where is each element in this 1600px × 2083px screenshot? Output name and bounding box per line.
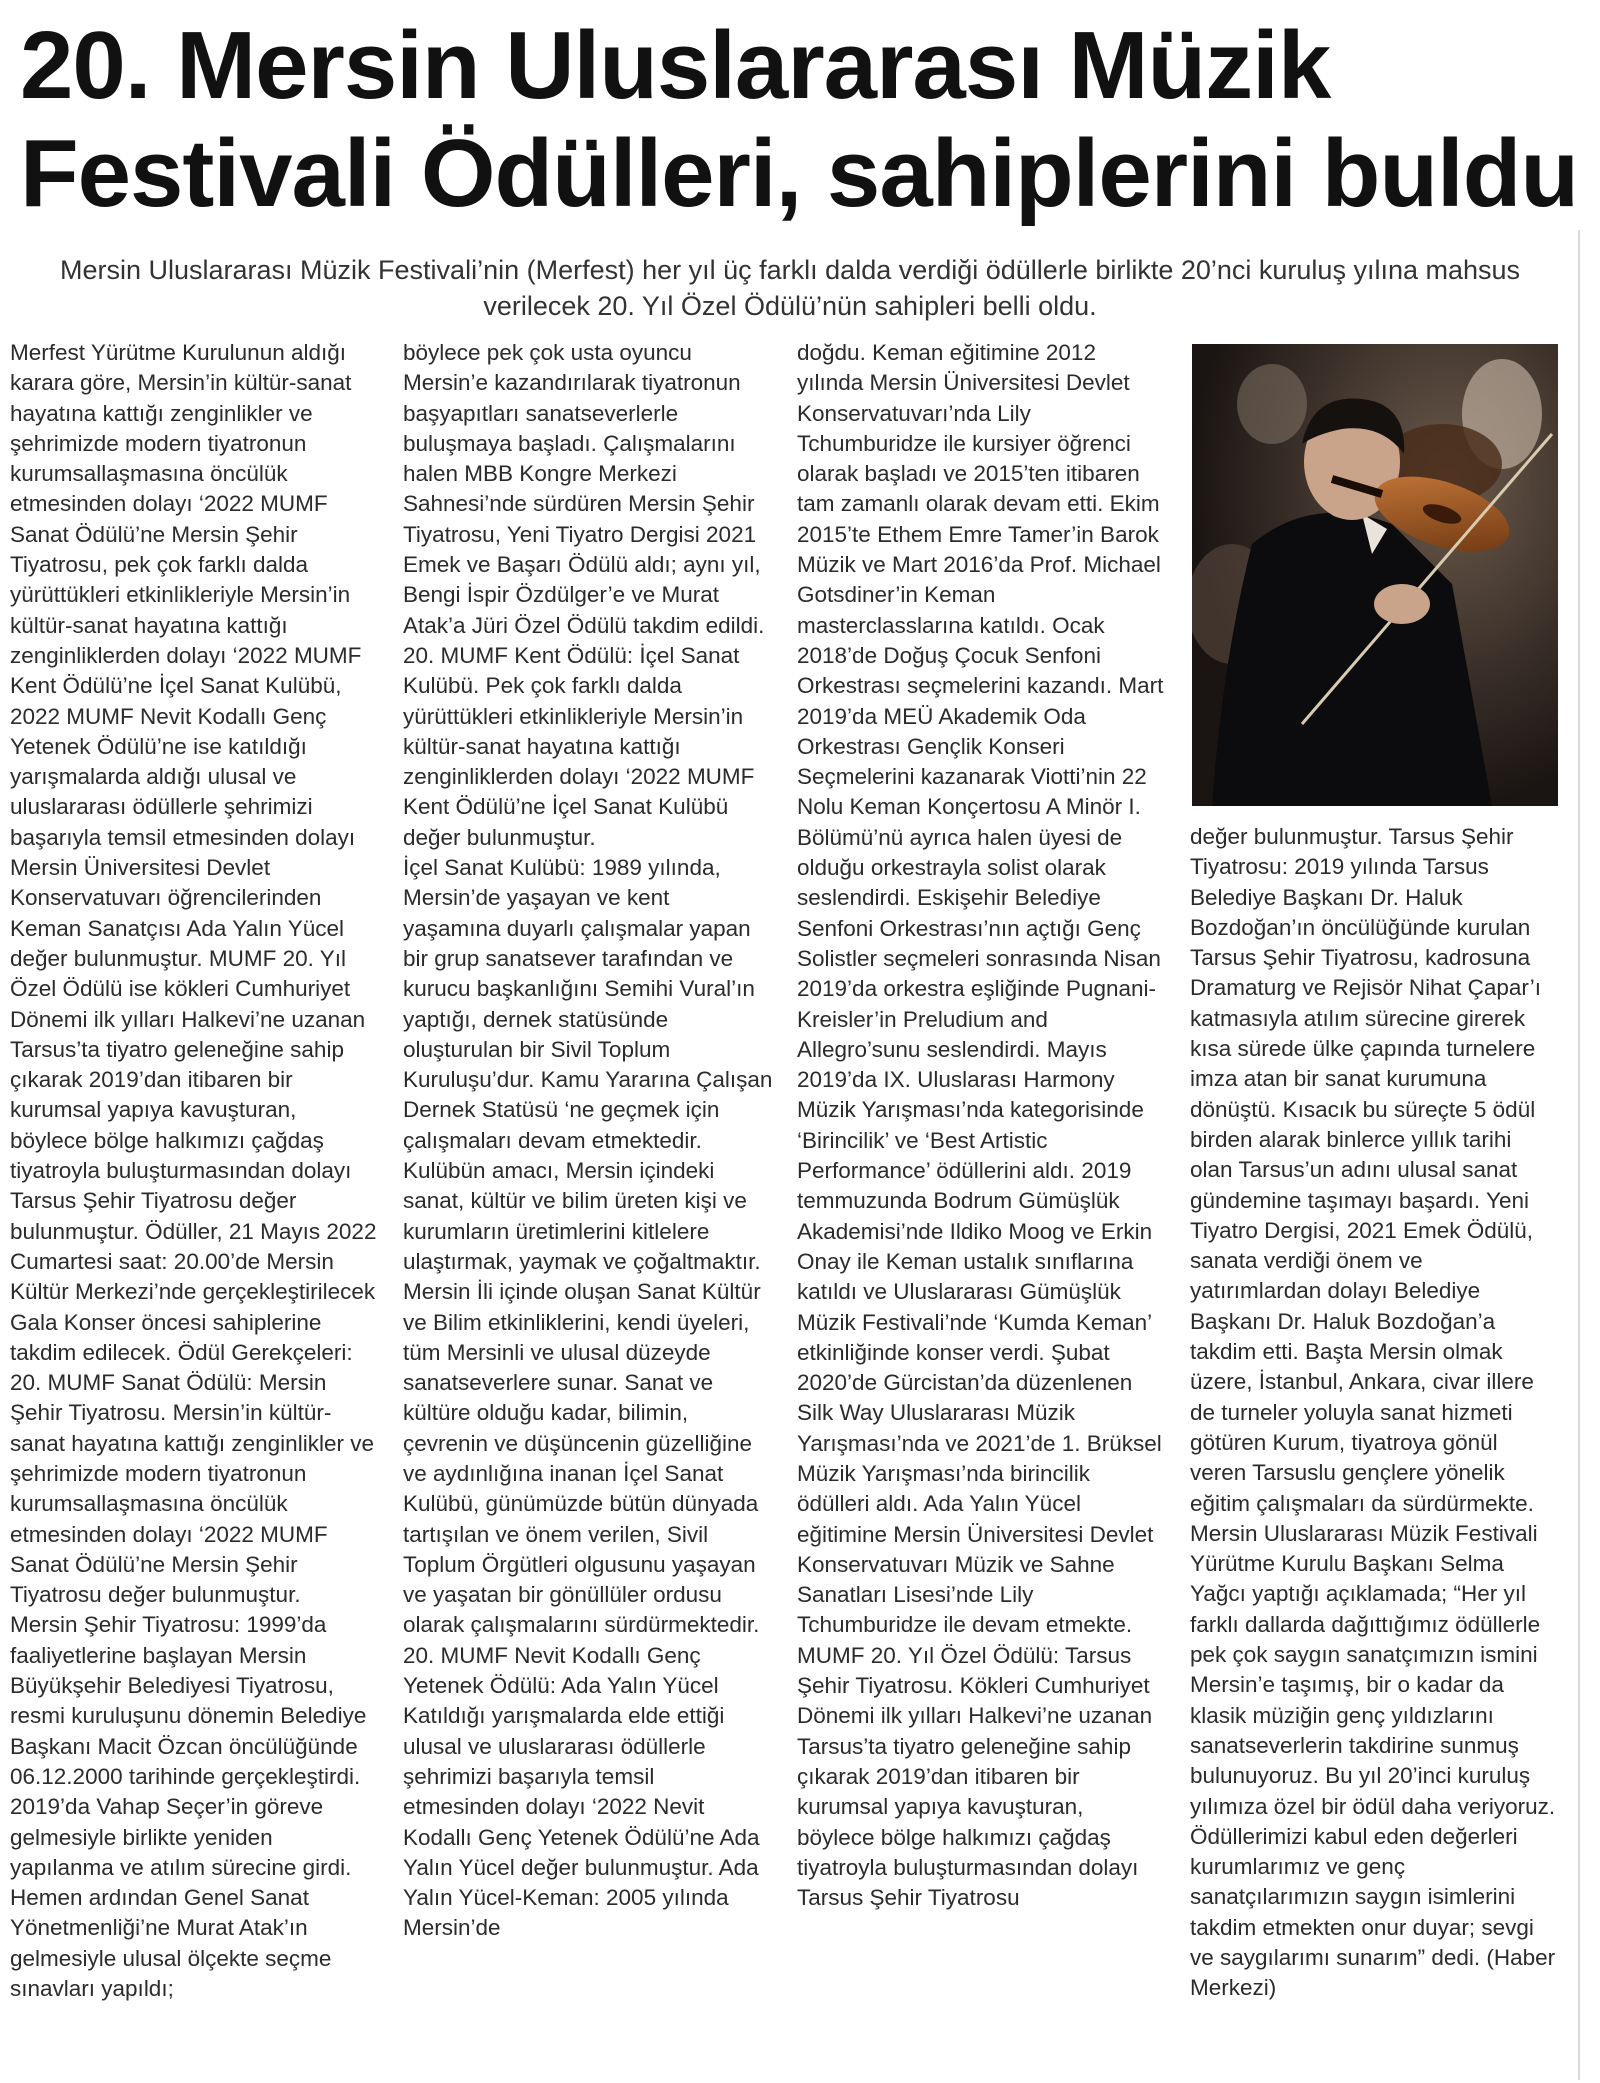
article-column-2: böylece pek çok usta oyuncu Mersin’e kazandırılarak tiyatronun başyapıtları sanatseverlerle buluşmaya başladı. Çalışmalarını halen MBB Kongre Merkezi Sahnesi’nde sürdüren Mersin Şehir Tiyatrosu, Yeni Tiyatro Dergisi 2021 Emek ve Başarı Ödülü aldı; aynı yıl, Bengi İspir Özdülger’e ve Murat Atak’a Jüri Özel Ödülü takdim edildi. 20. MUMF Kent Ödülü: İçel Sanat Kulübü. Pek çok farklı dalda yürüttükleri etkinlikleriyle Mersin’in kültür-sanat hayatına kattığı zenginliklerden dolayı ‘2022 MUMF Kent Ödülü’ne İçel Sanat Kulübü değer bulunmuştur. İçel Sanat Kulübü: 1989 yılında, Mersin’de yaşayan ve kent yaşamına duyarlı çalışmalar yapan bir grup sanatsever tarafından ve kurucu başkanlığını Semihi Vural’ın yaptığı, dernek statüsünde oluşturulan bir Sivil Toplum Kuruluşu’dur. Kamu Yararına Çalışan Dernek Statüsü ‘ne geçmek için çalışmaları devam etmektedir. Kulübün amacı, Mersin içindeki sanat, kültür ve bilim üreten kişi ve kurumların üretimlerini kitlelere ulaştırmak, yaymak ve çoğaltmaktır. Mersin İli içinde oluşan Sanat Kültür ve Bilim etkinliklerini, kendi üyeleri, tüm Mersinli ve ulusal düzeyde sanatseverlere sunar. Sanat ve kültüre olduğu kadar, bilimin, çevrenin ve düşüncenin güzelliğine ve aydınlığına inanan İçel Sanat Kulübü, günümüzde bütün dünyada tartışılan ve önem verilen, Sivil Toplum Örgütleri olgusunu yaşayan ve yaşatan bir gönüllüler ordusu olarak çalışmalarını sürdürmektedir. 20. MUMF Nevit Kodallı Genç Yetenek Ödülü: Ada Yalın Yücel Katıldığı yarışmalarda elde ettiği ulusal ve uluslararası ödüllerle şehrimizi başarıyla temsil etmesinden dolayı ‘2022 Nevit Kodallı Genç Yetenek Ödülü’ne Ada Yalın Yücel değer bulunmuştur. Ada Yalın Yücel-Keman: 2005 yılında Mersin’de xyxy=(403,340,773,1941)
article-headline xyxy=(20,12,1578,228)
article-deck: Mersin Uluslararası Müzik Festivali’nin (Merfest) her yıl üç farklı dalda verdiği ödüllerle birlikte 20’nci kuruluş yılına mahsus verilecek 20. Yıl Özel Ödülü’nün sahipleri belli oldu. xyxy=(59,255,1521,321)
page-edge-rule xyxy=(1578,230,1580,2080)
headline-line-2: Festivali Ödülleri, sahiplerini buldu xyxy=(20,120,1578,227)
headline-line-1: 20. Mersin Uluslararası Müzik xyxy=(20,12,1331,119)
article-column-3: doğdu. Keman eğitimine 2012 yılında Mersin Üniversitesi Devlet Konservatuvarı’nda Lily Tchumburidze ile kursiyer öğrenci olarak başladı ve 2015’ten itibaren tam zamanlı olarak devam etti. Ekim 2015’te Ethem Emre Tamer’in Barok Müzik ve Mart 2016’da Prof. Michael Gotsdiner’in Keman masterclasslarına katıldı. Ocak 2018’de Doğuş Çocuk Senfoni Orkestrası seçmelerini kazandı. Mart 2019’da MEÜ Akademik Oda Orkestrası Gençlik Konseri Seçmelerini kazanarak Viotti’nin 22 Nolu Keman Konçertosu A Minör I. Bölümü’nü ayrıca halen üyesi de olduğu orkestrayla solist olarak seslendirdi. Eskişehir Belediye Senfoni Orkestrası’nın açtığı Genç Solistler seçmeleri sonrasında Nisan 2019’da orkestra eşliğinde Pugnani-Kreisler’in Preludium and Allegro’sunu seslendirdi. Mayıs 2019’da IX. Uluslarası Harmony Müzik Yarışması’nda kategorisinde ‘Birincilik’ ve ‘Best Artistic Performance’ ödüllerini aldı. 2019 temmuzunda Bodrum Gümüşlük Akademisi’nde Ildiko Moog ve Erkin Onay ile Keman ustalık sınıflarına katıldı ve Uluslararası Gümüşlük Müzik Festivali’nde ‘Kumda Keman’ etkinliğinde konser verdi. Şubat 2020’de Gürcistan’da düzenlenen Silk Way Uluslararası Müzik Yarışması’nda ve 2021’de 1. Brüksel Müzik Yarışması’nda birincilik ödülleri aldı. Ada Yalın Yücel eğitimine Mersin Üniversitesi Devlet Konservatuvarı Müzik ve Sahne Sanatları Lisesi’nde Lily Tchumburidze ile devam etmekte. MUMF 20. Yıl Özel Ödülü: Tarsus Şehir Tiyatrosu. Kökleri Cumhuriyet Dönemi ilk yılları Halkevi’ne uzanan Tarsus’ta tiyatro geleneğine sahip çıkarak 2019’dan itibaren bir kurumsal yapıya kavuşturan, böylece bölge halkımızı çağdaş tiyatroyla buluşturmasından dolayı Tarsus Şehir Tiyatrosu xyxy=(797,340,1164,1911)
article-column-1: Merfest Yürütme Kurulunun aldığı karara göre, Mersin’in kültür-sanat hayatına kattığı zenginlikler ve şehrimizde modern tiyatronun kurumsallaşmasına öncülük etmesinden dolayı ‘2022 MUMF Sanat Ödülü’ne Mersin Şehir Tiyatrosu, pek çok farklı dalda yürüttükleri etkinlikleriyle Mersin’in kültür-sanat hayatına kattığı zenginliklerden dolayı ‘2022 MUMF Kent Ödülü’ne İçel Sanat Kulübü, 2022 MUMF Nevit Kodallı Genç Yetenek Ödülü’ne ise katıldığı yarışmalarda aldığı ulusal ve uluslararası ödüllerle şehrimizi başarıyla temsil etmesinden dolayı Mersin Üniversitesi Devlet Konservatuvarı öğrencilerinden Keman Sanatçısı Ada Yalın Yücel değer bulunmuştur. MUMF 20. Yıl Özel Ödülü ise kökleri Cumhuriyet Dönemi ilk yılları Halkevi’ne uzanan Tarsus’ta tiyatro geleneğine sahip çıkarak 2019’dan itibaren bir kurumsal yapıya kavuşturan, böylece bölge halkımızı çağdaş tiyatroyla buluşturmasından dolayı Tarsus Şehir Tiyatrosu değer bulunmuştur. Ödüller, 21 Mayıs 2022 Cumartesi saat: 20.00’de Mersin Kültür Merkezi’nde gerçekleştirilecek Gala Konser öncesi sahiplerine takdim edilecek. Ödül Gerekçeleri: 20. MUMF Sanat Ödülü: Mersin Şehir Tiyatrosu. Mersin’in kültür-sanat hayatına kattığı zenginlikler ve şehrimizde modern tiyatronun kurumsallaşmasına öncülük etmesinden dolayı ‘2022 MUMF Sanat Ödülü’ne Mersin Şehir Tiyatrosu değer bulunmuştur. Mersin Şehir Tiyatrosu: 1999’da faaliyetlerine başlayan Mersin Büyükşehir Belediyesi Tiyatrosu, resmi kuruluşunu dönemin Belediye Başkanı Macit Özcan öncülüğünde 06.12.2000 tarihinde gerçekleştirdi. 2019’da Vahap Seçer’in göreve gelmesiyle birlikte yeniden yapılanma ve atılım sürecine girdi. Hemen ardından Genel Sanat Yönetmenliği’ne Murat Atak’ın gelmesiyle ulusal ölçekte seçme sınavları yapıldı; xyxy=(10,340,377,2002)
violinist-photo xyxy=(1192,344,1558,806)
article-column-4: değer bulunmuştur. Tarsus Şehir Tiyatrosu: 2019 yılında Tarsus Belediye Başkanı Dr. Haluk Bozdoğan’ın öncülüğünde kurulan Tarsus Şehir Tiyatrosu, kadrosuna Dramaturg ve Rejisör Nihat Çapar’ı katmasıyla atılım sürecine girerek kısa sürede ülke çapında turnelere imza atan bir sanat kurumuna dönüştü. Kısacık bu süreçte 5 ödül birden alarak binlerce yıllık tarihi olan Tarsus’un adını ulusal sanat gündemine taşımayı başardı. Yeni Tiyatro Dergisi, 2021 Emek Ödülü, sanata verdiği önem ve yatırımlardan dolayı Belediye Başkanı Dr. Haluk Bozdoğan’a takdim etti. Başta Mersin olmak üzere, İstanbul, Ankara, civar illere de turneler yoluyla sanat hizmeti götüren Kurum, tiyatroya gönül veren Tarsuslu gençlere yönelik eğitim çalışmaları da sürdürmekte. Mersin Uluslararası Müzik Festivali Yürütme Kurulu Başkanı Selma Yağcı yaptığı açıklamada; “Her yıl farklı dallarda dağıttığımız ödüllerle pek çok saygın sanatçımızın ismini Mersin’e taşımış, bir o kadar da klasik müziğin genç yıldızlarını sanatseverlerin takdirine sunmuş bulunuyoruz. Bu yıl 20’inci kuruluş yılımıza özel bir ödül daha veriyoruz. Ödüllerimizi kabul eden değerleri kurumlarımız ve genç sanatçılarımızın saygın isimlerini takdim etmekten onur duyar; sevgi ve saygılarımı sunarım” dedi. (Haber Merkezi) xyxy=(1190,824,1556,2001)
